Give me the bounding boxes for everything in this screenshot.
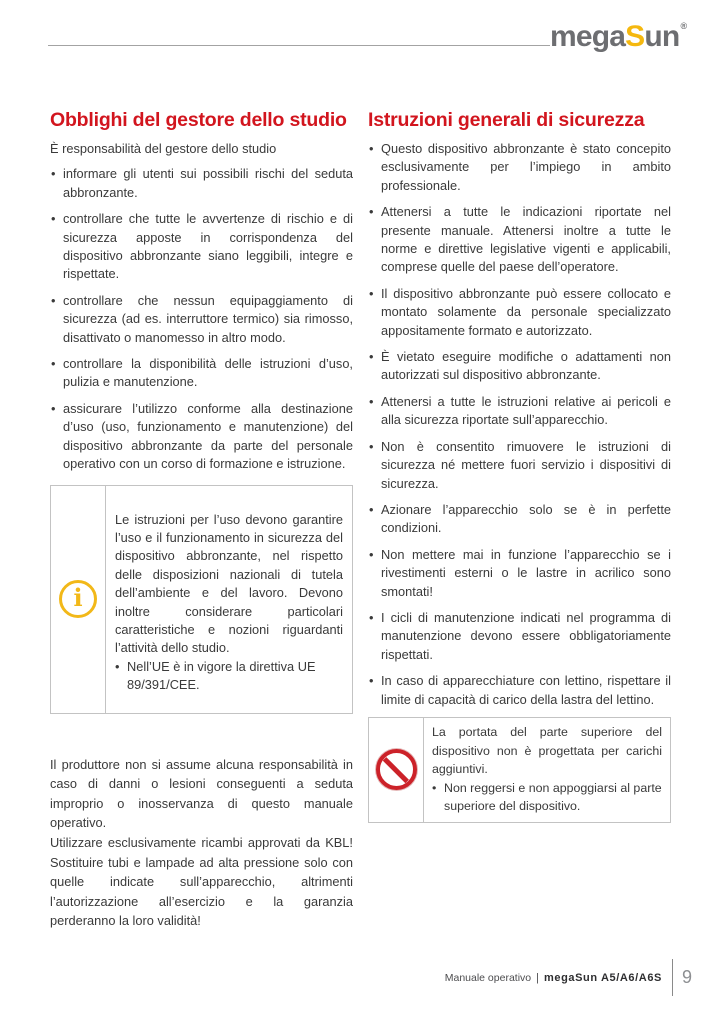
logo-text-s: S: [625, 20, 645, 53]
list-item: • Attenersi a tutte le indicazioni riportate nel presente manuale. Attenersi inoltre a tutte le norme e direttive legislative vigenti e applicabili, comprese quelle del paese dell’operatore.: [368, 203, 671, 277]
info-box-text: [106, 486, 352, 713]
warning-box-bullet-list: [432, 779, 662, 816]
list-item: • Non mettere mai in funzione l’apparecchio se i rivestimenti esterni o le lastre in acrilico sono smontati!: [368, 546, 671, 601]
info-box: [50, 485, 353, 714]
list-item: • È vietato eseguire modifiche o adattamenti non autorizzati sul dispositivo abbronzante.: [368, 348, 671, 385]
liability-disclaimer: [50, 755, 353, 931]
warning-box: [368, 717, 671, 823]
info-icon: [59, 580, 97, 618]
list-item: • I cicli di manutenzione indicati nel programma di manutenzione devono essere obbligatoriamente rispettati.: [368, 609, 671, 664]
list-item: • Azionare l’apparecchio solo se è in perfette condizioni.: [368, 501, 671, 538]
list-item: • assicurare l’utilizzo conforme alla destinazione d’uso (uso, funzionamento e manutenzione) del dispositivo abbronzante da parte del personale operativo con un corso di formazione e istruzione.: [50, 400, 353, 474]
footer-label: Manuale operativo: [444, 971, 532, 984]
right-bullet-list: [368, 140, 671, 709]
left-intro-text: È responsabilità del gestore dello studio: [50, 141, 277, 156]
list-item: • controllare che tutte le avvertenze di rischio e di sicurezza apposte in corrispondenza del dispositivo abbronzante siano leggibili, integre e rispettate.: [50, 210, 353, 284]
registered-trademark-icon: ®: [680, 21, 688, 31]
left-section-heading: Obblighi del gestore dello studio: [50, 109, 347, 131]
list-item: • Attenersi a tutte le istruzioni relative ai pericoli e alla sicurezza riportate sull’apparecchio.: [368, 393, 671, 430]
prohibition-icon: [376, 749, 417, 790]
list-item: • Il dispositivo abbronzante può essere collocato e montato solamente da personale specializzato appositamente formato e autorizzato.: [368, 285, 671, 340]
header-rule: [48, 45, 550, 46]
disclaimer-paragraph: Utilizzare esclusivamente ricambi approvati da KBL! Sostituire tubi e lampade ad alta pressione solo con quelle indicate sull’apparecchio, altrimenti l’autorizzazione all’esercizio e la garanzia perderanno la loro validità!: [50, 834, 353, 929]
list-item: • In caso di apparecchiature con lettino, rispettare il limite di capacità di carico della lastra del lettino.: [368, 672, 671, 709]
warning-box-icon-cell: [369, 718, 424, 822]
logo-text-mega: mega: [550, 20, 626, 53]
info-icon-glyph: i: [73, 583, 83, 613]
list-item: • Questo dispositivo abbronzante è stato concepito esclusivamente per l’impiego in ambito professionale.: [368, 140, 671, 195]
warning-box-paragraph: La portata del parte superiore del dispositivo non è progettata per carichi aggiuntivi.: [432, 724, 662, 777]
left-column: [50, 108, 353, 931]
list-item: • controllare che nessun equipaggiamento di sicurezza (ad es. interruttore termico) sia rimosso, disattivato o manomesso in altro modo.: [50, 292, 353, 347]
logo-text-un: un: [644, 20, 680, 53]
megasun-logo: [550, 20, 687, 54]
info-box-icon-cell: [51, 486, 106, 713]
list-item: • controllare la disponibilità delle istruzioni d’uso, pulizia e manutenzione.: [50, 355, 353, 392]
prohibition-slash: [383, 757, 409, 783]
disclaimer-paragraph: Il produttore non si assume alcuna responsabilità in caso di danni o lesioni conseguenti a seduta improprio o inosservanza di questo manuale operativo.: [50, 756, 353, 831]
list-item: • Nell’UE è in vigore la direttiva UE 89/391/CEE.: [115, 658, 343, 695]
right-section-heading: Istruzioni generali di sicurezza: [368, 109, 645, 131]
list-item: • informare gli utenti sui possibili rischi del seduta abbronzante.: [50, 165, 353, 202]
warning-box-text: [424, 718, 670, 822]
left-bullet-list: [50, 165, 353, 473]
list-item: • Non è consentito rimuovere le istruzioni di sicurezza né mettere fuori servizio i dispositivi di sicurezza.: [368, 438, 671, 493]
right-column: [368, 108, 671, 823]
footer-product-name: megaSun A5/A6/A6S: [543, 971, 662, 984]
footer-separator: |: [536, 971, 539, 984]
page-footer: [445, 959, 692, 996]
list-item: • Non reggersi e non appoggiarsi al parte superiore del dispositivo.: [432, 779, 662, 816]
info-box-bullet-list: [115, 658, 343, 695]
footer-divider: [672, 959, 673, 996]
info-box-paragraph: Le istruzioni per l’uso devono garantire l’uso e il funzionamento in sicurezza del dispositivo abbronzante, nel rispetto delle disposizioni nazionali di tutela dell’ambiente e del lavoro. Devono inoltre considerare particolari caratteristiche e nozioni riguardanti l’attività dello studio.: [115, 511, 343, 656]
page-number: 9: [681, 967, 692, 987]
